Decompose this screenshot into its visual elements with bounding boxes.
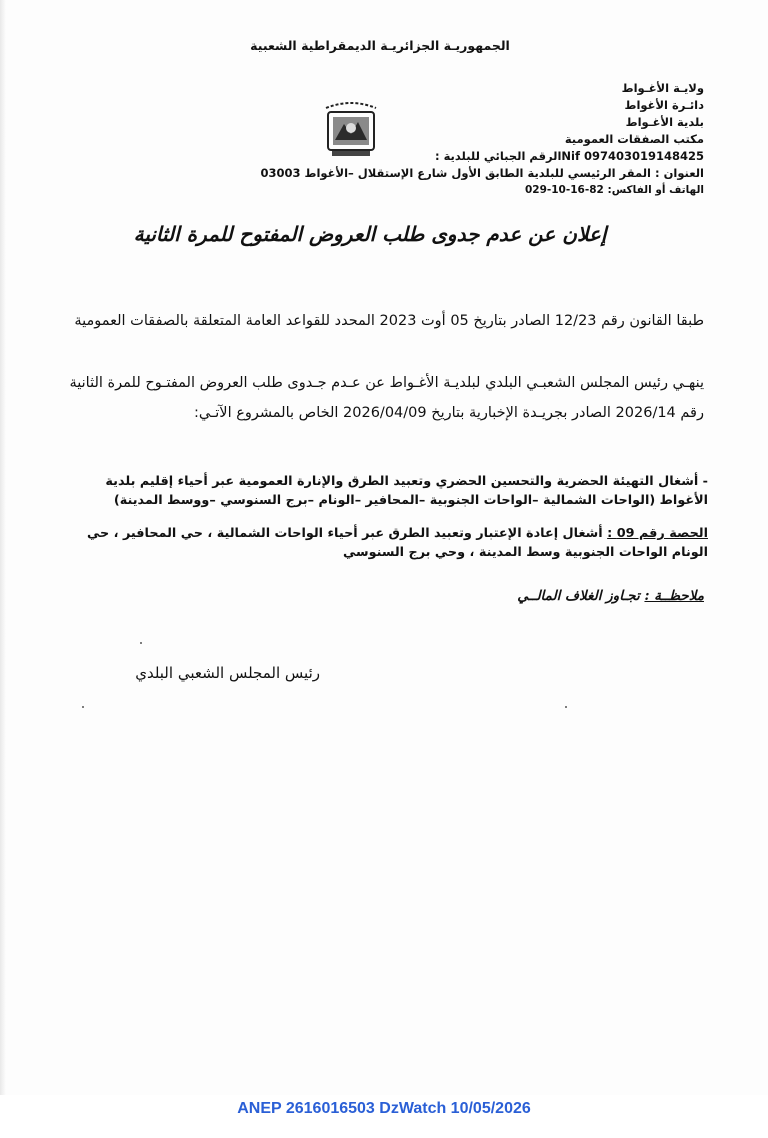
scan-speck xyxy=(565,706,567,708)
scan-speck xyxy=(140,642,142,644)
admin-line-address: العنوان : المقر الرئيسي للبلدية الطابق الأول شارع الإستقلال –الأغواط 03003 xyxy=(260,166,704,180)
admin-line-commune: بلدية الأغـواط xyxy=(625,115,704,129)
lot-label: الحصة رقم 09 : xyxy=(607,526,708,541)
admin-line-nif: Nif 097403019148425الرقم الجبائي للبلدية : xyxy=(434,149,704,163)
note xyxy=(304,588,704,604)
scan-edge xyxy=(0,0,6,1095)
lot-text: أشغال إعادة الإعتبار وتعبيد الطرق عبر أحياء الواحات الشمالية ، حي المحافير ، حي الونام الواحات الجنوبية وسط المدينة ، وحي برج السنوسي xyxy=(87,526,708,560)
municipal-seal-icon xyxy=(318,96,384,162)
signer-title: رئيس المجلس الشعبي البلدي xyxy=(135,664,320,682)
legal-basis-paragraph: طبقا القانون رقم 12/23 الصادر بتاريخ 05 أوت 2023 المحدد للقواعد العامة المتعلقة بالصفقات العمومية xyxy=(74,313,704,329)
scan-speck xyxy=(82,706,84,708)
admin-line-office: مكتب الصفقات العمومية xyxy=(564,132,704,146)
admin-line-wilaya: ولايـة الأغـواط xyxy=(621,81,704,95)
admin-line-phone: الهاتف أو الفاكس: 82-16-10-029 xyxy=(524,184,704,196)
project-description: - أشغال التهيئة الحضرية والتحسين الحضري وتعبيد الطرق والإنارة العمومية عبر أحياء إقليم بلدية الأغواط (الواحات الشمالية –الواحات الجنوبية –المحافير –الونام –برج السنوسي –ووسط المدينة) xyxy=(105,474,708,508)
announcement-title: إعلان عن عدم جدوى طلب العروض المفتوح للمرة الثانية xyxy=(133,222,607,246)
admin-line-daira: دائـرة الأغواط xyxy=(624,98,704,112)
lot-description xyxy=(58,524,708,562)
republic-header: الجمهوريـة الجزائريـة الديمقراطية الشعبية xyxy=(250,38,510,53)
publication-footer: ANEP 2616016503 DzWatch 10/05/2026 xyxy=(237,1100,531,1117)
note-text: تجـاوز الغلاف المالــي xyxy=(517,588,640,604)
administrative-header xyxy=(234,80,704,199)
note-label: ملاحظــة : xyxy=(644,588,704,604)
announcement-paragraph: ينهـي رئيس المجلس الشعبـي البلدي لبلديـة الأغـواط عن عـدم جـدوى طلب العروض المفتـوح للمرة الثانية رقم 2026/14 الصادر بجريـدة الإخبارية بتاريخ 2026/04/09 الخاص بالمشروع الآتـي: xyxy=(69,375,704,421)
